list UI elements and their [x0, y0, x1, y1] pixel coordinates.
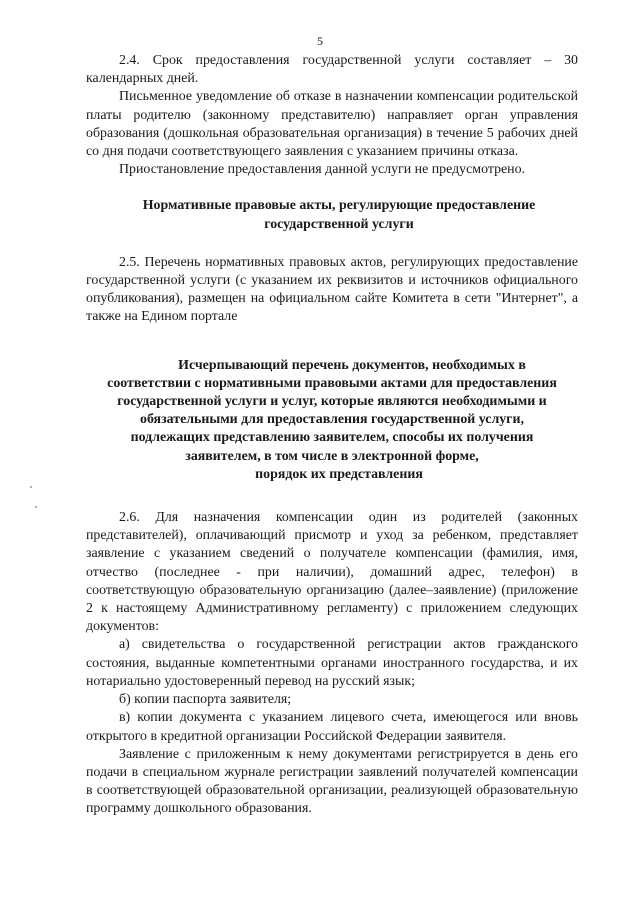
paragraph-2-5: 2.5. Перечень нормативных правовых актов, регулирующих предоставление государственной услуги (с указанием их реквизитов и источников официального опубликования), размещен на официальном сайте Комитета в сети "Интернет", а также на Едином портале [86, 254, 578, 325]
heading-legal-acts [86, 197, 578, 233]
paragraph-refusal-notice: Письменное уведомление об отказе в назначении компенсации родительской платы родителю (законному представителю) направляет орган управления образования (дошкольная образовательная организация) в течение 5 рабочих дней со дня подачи соответствующего заявления с указанием причины отказа. [86, 89, 578, 160]
paragraph-suspension: Приостановление предоставления данной услуги не предусмотрено. [119, 162, 526, 178]
heading-line: государственной услуги и услуг, которые являются необходимыми и [117, 394, 547, 410]
heading-line: соответствии с нормативными правовыми актами для предоставления [107, 375, 557, 391]
paragraph-2-4: 2.4. Срок предоставления государственной услуги составляет – 30 календарных дней. [86, 53, 578, 87]
paragraph-registration: Заявление с приложенным к нему документами регистрируется в день его подачи в специальном журнале регистрации заявлений получателей компенсации в соответствующей образовательной организации, реализующей образовательную программу дошкольного образования. [86, 746, 578, 817]
heading-line: обязательными для предоставления государственной услуги, [140, 412, 524, 428]
heading-line: Исчерпывающий перечень документов, необходимых в [178, 357, 526, 373]
list-item-c: в) копии документа с указанием лицевого счета, имеющегося или вновь открытого в кредитной организации Российской Федерации заявителя. [86, 710, 578, 744]
scan-speck [35, 506, 37, 508]
heading-line: Нормативные правовые акты, регулирующие предоставление [142, 198, 536, 214]
heading-line: подлежащих представлению заявителем, способы их получения [130, 430, 534, 446]
list-item-b: б) копии паспорта заявителя; [119, 692, 292, 708]
heading-line: порядок их представления [255, 466, 423, 482]
heading-documents-list [86, 357, 578, 484]
scan-speck [30, 486, 32, 488]
list-item-a: а) свидетельства о государственной регистрации актов гражданского состояния, выданные компетентными органами иностранного государства, и их нотариально удостоверенный перевод на русский язык; [86, 637, 578, 689]
heading-line: заявителем, в том числе в электронной форме, [185, 448, 479, 464]
paragraph-2-6: 2.6. Для назначения компенсации один из родителей (законных представителей), оплачивающий присмотр и уход за ребенком, представляет заявление с указанием сведений о получателе компенсации (фамилия, имя, отчество (последнее - при наличии), домашний адрес, телефон) в соответствующую образовательную организацию (далее–заявление) (приложение 2 к настоящему Административному регламенту) с приложением следующих документов: [86, 510, 578, 635]
page-number: 5 [317, 34, 323, 48]
document-body [86, 52, 578, 819]
heading-line: государственной услуги [264, 216, 414, 232]
